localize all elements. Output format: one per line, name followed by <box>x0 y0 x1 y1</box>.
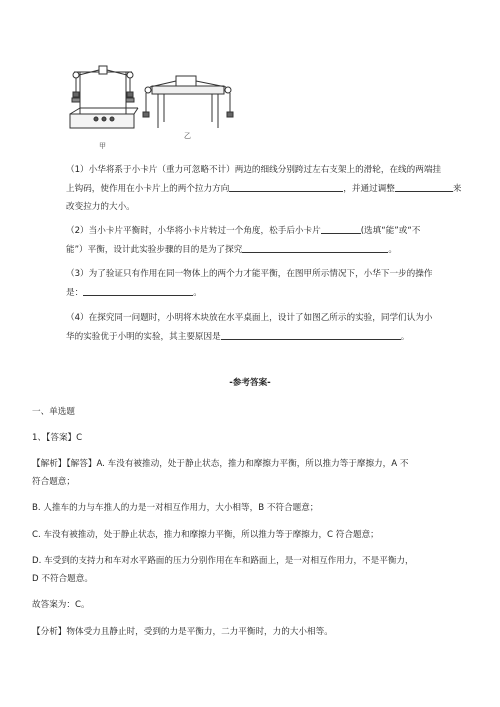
option-c-explanation: C. 车没有被推动，处于静止状态，推力和摩擦力平衡，所以推力等于摩擦力，C 符合题意； <box>32 530 379 540</box>
q3-blank-operation <box>83 285 193 296</box>
option-d-explanation-line1: D. 车受到的支持力和车对水平路面的压力分别作用在车和路面上，是一对相互作用力，不是平衡力， <box>32 556 414 566</box>
q1-blank-direction <box>229 181 343 192</box>
q2-line2: 能”）平衡，设计此实验步骤的目的是为了探究 。 <box>66 240 397 260</box>
answer-item-1: 1、【答案】C <box>32 433 83 443</box>
q2-blank-balance <box>321 223 361 234</box>
option-b-explanation: B. 人推车的力与车推人的力是一对相互作用力，大小相等，B 不符合题意； <box>32 503 319 513</box>
q2-line1: （2）当小卡片平衡时，小华将小卡片转过一个角度，松手后小卡片 (选填“能”或“不 <box>66 221 420 241</box>
q4-line1: （4）在探究同一问题时，小明将木块放在水平桌面上，设计了如图乙所示的实验，同学们认为小 <box>66 313 433 323</box>
final-answer: 故答案为：C。 <box>32 600 90 610</box>
figure-label-yi: 乙 <box>184 132 191 140</box>
figure-label-jia: 甲 <box>99 142 106 150</box>
answers-title: -参考答案- <box>229 378 271 388</box>
q4-blank-reason <box>221 329 401 340</box>
q2-blank-purpose <box>242 242 388 253</box>
q1-line3: 改变拉力的大小。 <box>66 202 135 212</box>
q1-line2: 上钩码，使作用在小卡片上的两个拉力方向 ，并通过调整 来 <box>66 179 461 199</box>
q1-line1: （1）小华将系于小卡片（重力可忽略不计）两边的细线分别跨过左右支架上的滑轮，在线的两端挂 <box>66 165 442 175</box>
apparatus-jia <box>70 66 138 128</box>
q1-blank-adjust <box>395 181 453 192</box>
option-d-explanation-line2: D 不符合题意。 <box>32 574 93 584</box>
analysis-line2: 符合题意； <box>32 477 75 487</box>
analysis-note: 【分析】物体受力且静止时，受到的力是平衡力，二力平衡时，力的大小相等。 <box>32 627 333 637</box>
q3-line1: （3）为了验证只有作用在同一物体上的两个力才能平衡，在图甲所示情况下，小华下一步的操作 <box>66 269 433 279</box>
q3-line2: 是： 。 <box>66 283 202 303</box>
q4-line2: 华的实验优于小明的实验，其主要原因是 。 <box>66 327 409 347</box>
section-heading: 一、单选题 <box>32 407 75 417</box>
apparatus-yi <box>143 76 233 128</box>
experiment-figure <box>66 62 242 154</box>
analysis-line1: 【解析】【解答】A. 车没有被推动，处于静止状态，推力和摩擦力平衡，所以推力等于摩擦力，A 不 <box>32 459 409 469</box>
